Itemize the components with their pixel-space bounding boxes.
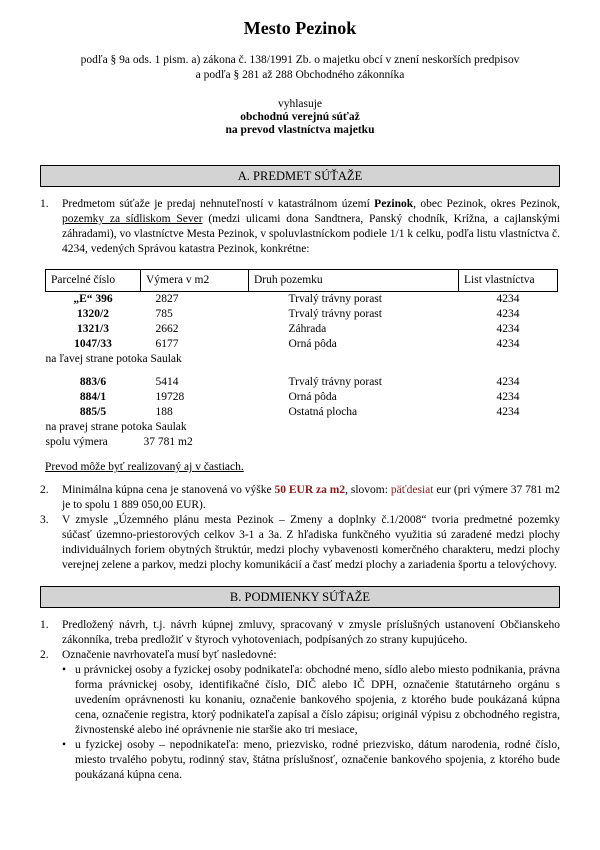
item-number: 1. [40,619,49,631]
cell-area: 5414 [155,376,179,388]
item-text: Predložený návrh, t.j. návrh kúpnej zmluvy, spracovaný v zmysle príslušných ustanovení Občianskeho zákonníka, treba predložiť v štyroch vyhotoveniach, podpísaných zo strany kupujúceho. [62,619,560,646]
cell-parcel: 885/5 [79,406,107,418]
table-note-row [46,420,558,435]
item2-text-mid: , slovom: [345,484,391,496]
item1-location: pozemky za sídliskom Sever [62,213,203,225]
cell-area: 188 [155,406,173,418]
announce-subject: obchodnú verejnú súťaž [240,111,360,123]
cell-parcel: „E“ 396 [73,293,113,305]
cell-type: Trvalý trávny porast [288,308,382,320]
cell-type: Trvalý trávny porast [288,293,382,305]
cell-type: Trvalý trávny porast [288,376,382,388]
table-row [46,390,558,405]
section-b-heading: B. PODMIENKY SÚŤAŽE [40,586,560,608]
note-right-bank: na pravej strane potoka Saulak [45,421,187,433]
cell-type: Orná pôda [288,391,337,403]
item-number: 3. [40,514,49,526]
legal-line-1: podľa § 9a ods. 1 pism. a) zákona č. 138/1991 Zb. o majetku obcí v znení neskorších predpisov [80,54,520,66]
cell-area: 6177 [155,338,179,350]
item-text [62,483,560,513]
cell-sheet: 4234 [496,293,520,305]
cell-parcel: 884/1 [79,391,107,403]
cell-area: 785 [155,308,173,320]
item-number: 2. [40,484,49,496]
total-area-label: spolu výmera [45,436,108,448]
legal-preamble [40,53,560,83]
bullet-natural-person [62,738,560,783]
bullet-text: u právnickej osoby a fyzickej osoby podnikateľa: obchodné meno, sídlo alebo miesto podnikania, právna forma právnickej osoby, identifikačné číslo, DIČ alebo IČ DPH, označenie štatutárneho orgánu s uvedením oprávnenosti ku konaniu, označenie bankového spojenia, z ktorého bude poukázaná kúpna cena, označenie registra, ktorý podnikateľa zapísal a číslo zápisu; originál výpisu z obchodného registra, živnostenské alebo iné oprávnenie nie staršie ako tri mesiace, [75,664,560,736]
table-row [46,307,558,322]
col-header-area: Výmera v m2 [141,270,249,292]
section-a-item-2 [40,483,560,513]
item2-text-rest: eur (pri výmere 37 781 m2 je to spolu 1 889 050,00 EUR). [62,484,560,511]
cell-parcel: 1047/33 [74,338,112,350]
cell-area: 2662 [155,323,179,335]
total-area-value: 37 781 m2 [143,436,193,448]
transfer-note: Prevod môže byť realizovaný aj v častiach. [45,461,244,473]
table-spacer-row [46,367,558,375]
cell-sheet: 4234 [496,376,520,388]
col-header-parcel-number: Parcelné číslo [46,270,141,292]
cell-parcel: 1321/3 [77,323,109,335]
table-row [46,322,558,337]
section-a-heading: A. PREDMET SÚŤAŽE [40,165,560,187]
bullet-icon: • [62,664,67,676]
note-left-bank: na ľavej strane potoka Saulak [45,353,182,365]
table-row [46,337,558,352]
cell-sheet: 4234 [496,391,520,403]
col-header-ownership-sheet: List vlastníctva [459,270,558,292]
item-number: 1. [40,198,49,210]
col-header-land-type: Druh pozemku [249,270,459,292]
table-note-row [46,352,558,367]
cell-parcel: 1320/2 [77,308,109,320]
table-row [46,405,558,420]
cell-sheet: 4234 [496,308,520,320]
legal-line-2: a podľa § 281 až 288 Obchodného zákonníka [195,69,405,81]
bullet-icon: • [62,739,67,751]
item1-text-start: Predmetom súťaže je predaj nehnuteľností v katastrálnom území [62,198,375,210]
announce-purpose: na prevod vlastníctva majetku [225,124,375,136]
cell-area: 19728 [155,391,185,403]
item2-text-start: Minimálna kúpna cena je stanovená vo výške [62,484,275,496]
item1-text-mid: , obec Pezinok, okres Pezinok, [413,198,560,210]
item-text [62,197,560,257]
cell-sheet: 4234 [496,406,520,418]
bullet-legal-person [62,663,560,738]
table-row [46,292,558,308]
table-total-row [46,435,558,450]
cell-parcel: 883/6 [79,376,107,388]
parcel-table [45,269,558,450]
table-header-row [46,270,558,292]
item1-territory: Pezinok [374,198,414,210]
item-text: Označenie navrhovateľa musí byť nasledovné: [62,649,277,661]
cell-area: 2827 [155,293,179,305]
bullet-text: u fyzickej osoby – nepodnikateľa: meno, priezvisko, rodné priezvisko, dátum narodenia, rodné číslo, miesto trvalého pobytu, rodinný stav, štátna príslušnosť, označenie bankového spojenia, z ktorého bude poukázaná kúpna cena. [75,739,560,781]
item-number: 2. [40,649,49,661]
cell-sheet: 4234 [496,323,520,335]
item1-text-rest: (medzi ulicami dona Sandtnera, Panský chodník, Krížna, a cajlanskými záhradami), vo vlastníctve Mesta Pezinok, v spoluvlastníckom podiele 1/1 k celku, podľa listu vlastníctva č. 4234, vedených Správou katastra Pezinok, konkrétne: [62,213,560,255]
cell-sheet: 4234 [496,338,520,350]
cell-type: Záhrada [288,323,327,335]
section-b-item-1 [40,618,560,648]
item2-price-words: päťdesiat [390,484,434,496]
section-a-item-3 [40,513,560,573]
table-row [46,375,558,390]
section-b-item-2 [40,648,560,663]
cell-type: Orná pôda [288,338,337,350]
item2-price: 50 EUR za m2 [274,484,346,496]
section-a-item-1 [40,197,560,257]
announcement [40,98,560,137]
item-text: V zmysle „Územného plánu mesta Pezinok – Zmeny a doplnky č.1/2008“ tvoria predmetné pozemky súčasť územno-priestorových celkov 3-1 a 3a. Z hľadiska funkčného využitia sú zaradené medzi plochy individuálnych foriem obytných štruktúr, medzi plochy vybavenosti komerčného charakteru, medzi plochy verejnej zelene a parkov, medzi plochy komunikácií a časť medzi plochy a zariadenia športu a telovýchovy. [62,514,560,571]
page-title: Mesto Pezinok [243,18,357,38]
announce-word: vyhlasuje [277,98,323,110]
cell-type: Ostatná plocha [288,406,358,418]
